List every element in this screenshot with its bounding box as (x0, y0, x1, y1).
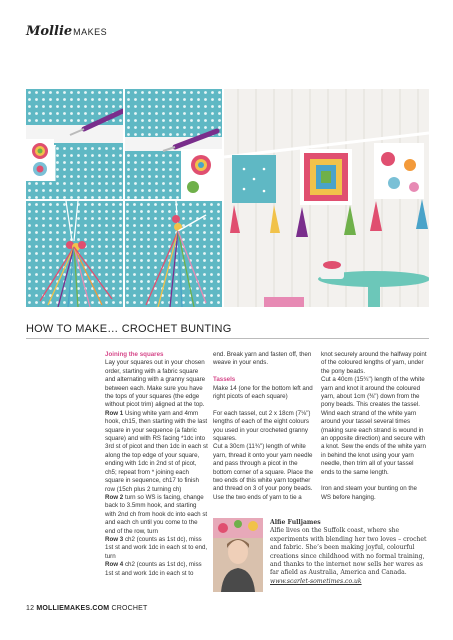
tassels-tie-knot: Use the two ends of yarn to tie a (213, 493, 302, 501)
row-4-label: Row 4 (105, 561, 124, 569)
knot-paragraph: knot securely around the halfway point of the coloured lengths of yarn, under the pony beads. (321, 351, 427, 375)
bio-body: Alfie lives on the Suffolk coast, where she experiments with blending her two loves – crochet and fabric. She’s been making joyful, colourful creations since childhood with no formal training, and thanks to the internet now sells her wares as far afield as Australia, America and Canada. (270, 527, 427, 577)
page-footer (26, 605, 148, 612)
bio-text (270, 519, 430, 586)
instructions-column-2 (213, 351, 317, 502)
row-3-text: ch2 (counts as 1st dc), miss 1st st and work 1dc in each st to end, turn (105, 535, 208, 560)
finish-paragraph: end. Break yarn and fasten off, then weave in your ends. (213, 351, 312, 367)
row-2-label: Row 2 (105, 493, 124, 501)
row-2-instruction (105, 494, 209, 536)
designer-portrait (213, 518, 263, 592)
row-1-text: Using white yarn and 4mm hook, ch15, then starting with the last square in your sequence (a fabric square) and with RS facing *1dc into 3rd st of picot and then 1dc in each st along the top edge of your square, ending with 1dc in 2nd st of picot, ch5; repeat from * joining each square in sequence, ch17 to finish row (15ch plus 2 turning ch) (105, 409, 208, 493)
instructions-column-1 (105, 351, 209, 578)
photo-joining-squares (26, 89, 123, 199)
logo-script: Mollie (26, 24, 73, 39)
row-3-label: Row 3 (105, 535, 124, 543)
section-title: HOW TO MAKE… CROCHET BUNTING (26, 323, 429, 339)
instructions-column-3 (321, 351, 427, 502)
designer-website-link[interactable]: www.scarlet-sometimes.co.uk (270, 577, 362, 585)
subhead-tassels: Tassels (213, 376, 236, 384)
tassels-count: Make 14 (one for the bottom left and right picots of each square) (213, 384, 313, 401)
row-4-text: ch2 (counts as 1st dc), miss 1st st and work 1dc in each st to (105, 561, 202, 577)
photo-tassels-beads (26, 201, 222, 307)
designer-name: Alfie Fulljames (270, 519, 321, 526)
joining-intro: Lay your squares out in your chosen order, starting with a fabric square and alternating with a granny square between each. Make sure you have the tops of your squares (the edge without picot trim) aligned at the top. (105, 359, 206, 409)
row-1-instruction (105, 410, 209, 494)
photo-finished-bunting (224, 89, 429, 307)
wind-paragraph: Cut a 40cm (15¾") length of the white yarn and knot it around the coloured yarn, about 1cm (⅜") down from the pony beads. This creates the tassel. Wind each strand of the white yarn around your tassel several times (making sure each strand is wound in an opposite direction) and secure with a knot. Sew the ends of the white yarn in behind the knot using your yarn needle, then trim all of your tassel ends to the same length. (321, 376, 426, 476)
row-3-instruction (105, 536, 209, 561)
row-1-label: Row 1 (105, 409, 124, 417)
row-2-text: turn so WS is facing, change back to 3.5mm hook, and starting with 2nd ch from hook dc into each st and each ch until you come to the end of the row, turn (105, 493, 208, 535)
tassels-thread-beads: Cut a 30cm (11¾") length of white yarn, thread it onto your yarn needle and pass through a picot in the bottom corner of a square. Place the two ends of this white yarn together and thread on 3 of your pony beads. (213, 443, 314, 493)
row-4-instruction (105, 561, 209, 578)
iron-paragraph: Iron and steam your bunting on the WS before hanging. (321, 485, 417, 501)
page-number: 12 (26, 605, 35, 612)
tassels-cut-lengths: For each tassel, cut 2 x 18cm (7⅛") lengths of each of the eight colours you used in your crocheted granny squares. (213, 409, 311, 443)
masthead (26, 24, 107, 42)
subhead-joining-squares: Joining the squares (105, 351, 164, 358)
footer-site: MOLLIEMAKES.COM (36, 605, 110, 612)
footer-section: CROCHET (111, 605, 148, 612)
photo-crochet-edge (125, 89, 222, 199)
logo-caps: MAKES (73, 27, 108, 37)
designer-bio (213, 518, 429, 592)
